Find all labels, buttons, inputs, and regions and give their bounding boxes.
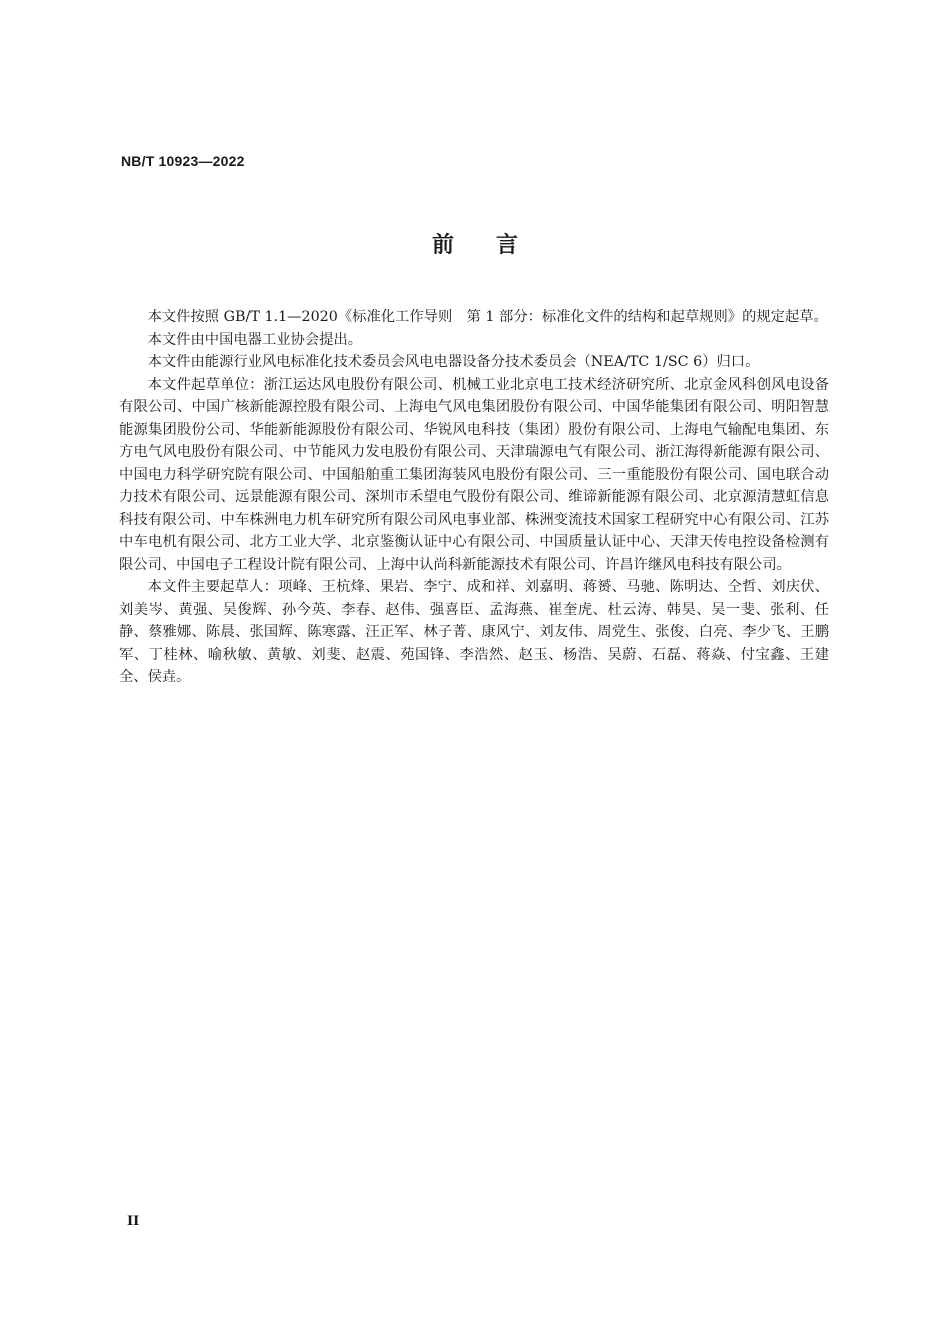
preface-body bbox=[119, 306, 829, 689]
standard-code: NB/T 10923—2022 bbox=[121, 153, 245, 169]
paragraph-drafting-rules: 本文件按照 GB/T 1.1—2020《标准化工作导则 第 1 部分：标准化文件的结构和起草规则》的规定起草。 bbox=[147, 309, 828, 325]
page-title: 前言 bbox=[431, 233, 560, 258]
paragraph-committee: 本文件由能源行业风电标准化技术委员会风电电器设备分技术委员会（NEA/TC 1/SC 6）归口。 bbox=[147, 354, 760, 370]
paragraph-drafting-units: 本文件起草单位：浙江运达风电股份有限公司、机械工业北京电工技术经济研究所、北京金风科创风电设备有限公司、中国广核新能源控股有限公司、上海电气风电集团股份有限公司、中国华能集团有限公司、明阳智慧能源集团股份公司、华能新能源股份有限公司、华锐风电科技（集团）股份有限公司、上海电气输配电集团、东方电气风电股份有限公司、中节能风力发电股份有限公司、天津瑞源电气有限公司、浙江海得新能源有限公司、中国电力科学研究院有限公司、中国船舶重工集团海装风电股份有限公司、三一重能股份有限公司、国电联合动力技术有限公司、远景能源有限公司、深圳市禾望电气股份有限公司、维谛新能源有限公司、北京源清慧虹信息科技有限公司、中车株洲电力机车研究所有限公司风电事业部、株洲变流技术国家工程研究中心有限公司、江苏中车电机有限公司、北方工业大学、北京鉴衡认证中心有限公司、中国质量认证中心、天津天传电控设备检测有限公司、中国电子工程设计院有限公司、上海中认尚科新能源技术有限公司、许昌许继风电科技有限公司。 bbox=[119, 376, 829, 573]
page-number: II bbox=[127, 1214, 140, 1229]
paragraph-drafters: 本文件主要起草人：项峰、王杭烽、果岩、李宁、成和祥、刘嘉明、蒋赟、马驰、陈明达、仝哲、刘庆伏、刘美岑、黄强、吴俊辉、孙今英、李春、赵伟、强喜臣、孟海燕、崔奎虎、杜云涛、韩昊、吴一斐、张利、任静、蔡雅娜、陈晨、张国辉、陈寒露、汪正军、林子菁、康风宁、刘友伟、周党生、张俊、白亮、李少飞、王鹏军、丁桂林、喻秋敏、黄敏、刘斐、赵震、苑国锋、李浩然、赵玉、杨浩、吴蔚、石磊、蒋焱、付宝鑫、王建全、侯垚。 bbox=[119, 579, 829, 685]
paragraph-proposer: 本文件由中国电器工业协会提出。 bbox=[147, 331, 363, 348]
